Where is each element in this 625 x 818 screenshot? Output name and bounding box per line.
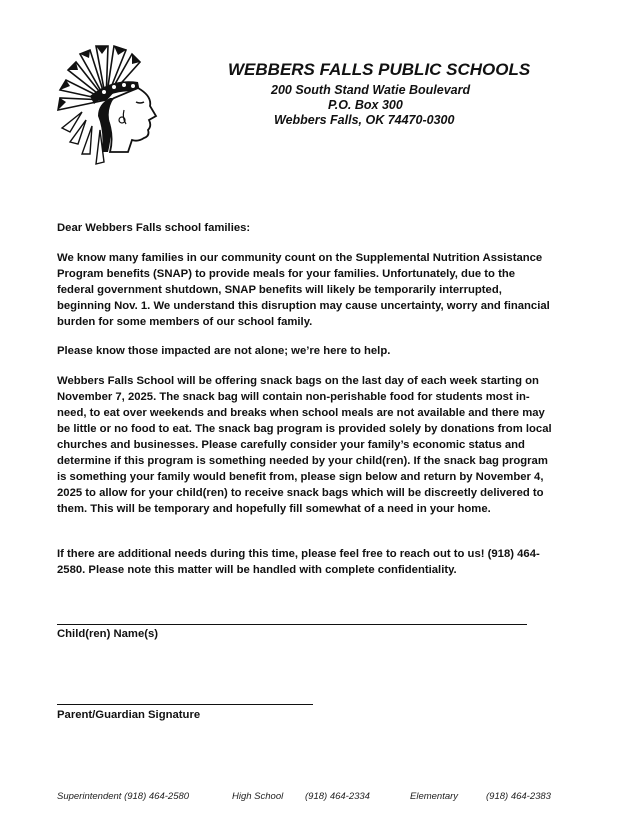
paragraph-snap: We know many families in our community count on the Supplemental Nutrition Assistance Program benefits (SNAP) to provide meals for your families. Unfortunately, due to the federal government shutdown, SNAP benefits will likely be temporarily interrupted, beginning Nov. 1. We understand this disruption may cause uncertainty, worry and financial burden for some members of our school family. bbox=[57, 252, 550, 328]
child-name-label: Child(ren) Name(s) bbox=[57, 628, 159, 640]
paragraph-snack-bags: Webbers Falls School will be offering snack bags on the last day of each week starting on November 7, 2025. The snack bag will contain non-perishable food for students most in-need, to eat over weekends and breaks when school meals are not available and there may be little or no food to eat. The snack bag program is provided solely by donations from local churches and businesses. Please carefully consider your family’s economic status and determine if this program is something needed by your child(ren). If the snack bag program is something your family would benefit from, please sign below and return by November 4, 2025 to allow for your child(ren) to receive snack bags which will be discreetly delivered to them. This will be temporary and hopefully fill somewhat of a need in your home. bbox=[57, 375, 552, 515]
footer-superintendent: Superintendent (918) 464-2580 bbox=[57, 791, 190, 802]
parent-signature-line[interactable] bbox=[57, 704, 313, 705]
chief-headdress-logo bbox=[52, 40, 160, 168]
footer-high-school-phone: (918) 464-2334 bbox=[305, 791, 370, 802]
footer-elementary-phone: (918) 464-2383 bbox=[486, 791, 551, 802]
footer-high-school-label: High School bbox=[232, 791, 284, 802]
school-name: WEBBERS FALLS PUBLIC SCHOOLS bbox=[228, 60, 531, 79]
address-city: Webbers Falls, OK 74470-0300 bbox=[274, 113, 455, 127]
address-po-box: P.O. Box 300 bbox=[328, 98, 403, 112]
footer-elementary-label: Elementary bbox=[410, 791, 459, 802]
paragraph-reassurance: Please know those impacted are not alone; we’re here to help. bbox=[57, 345, 391, 357]
greeting: Dear Webbers Falls school families: bbox=[57, 222, 251, 234]
address-street: 200 South Stand Watie Boulevard bbox=[271, 83, 471, 97]
parent-signature-label: Parent/Guardian Signature bbox=[57, 709, 201, 721]
paragraph-contact: If there are additional needs during this time, please feel free to reach out to us! (918) 464-2580. Please note this matter will be handled with complete confidentiality. bbox=[57, 548, 540, 576]
child-name-line[interactable] bbox=[57, 624, 527, 625]
